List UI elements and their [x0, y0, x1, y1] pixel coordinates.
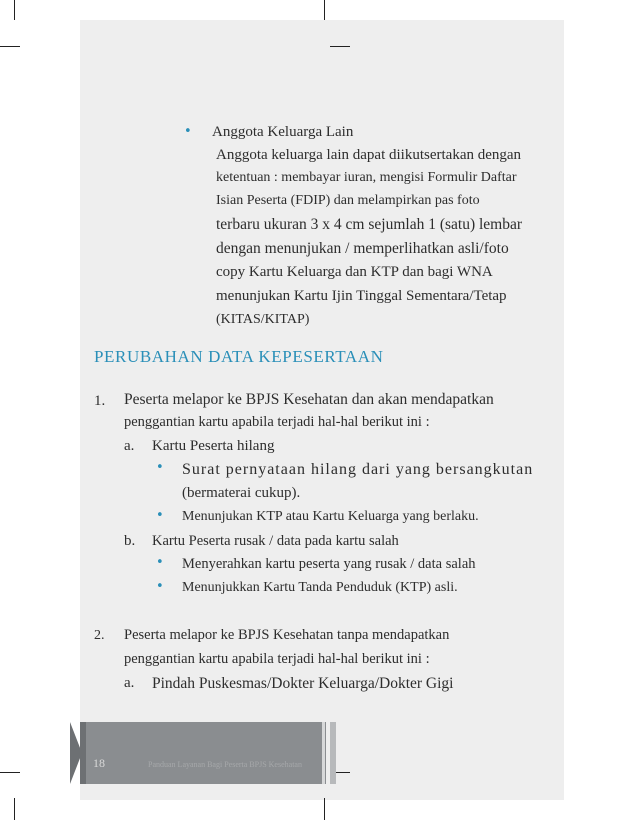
- intro-line: copy Kartu Keluarga dan KTP dan bagi WNA: [216, 264, 493, 280]
- crop-mark-bl-v: [14, 798, 15, 820]
- sub-item-letter: b.: [124, 533, 136, 549]
- footer-chevron-icon: [70, 722, 82, 784]
- sub-item-label: Kartu Peserta rusak / data pada kartu salah: [152, 533, 399, 549]
- bullet-text: Menunjukkan Kartu Tanda Penduduk (KTP) asli.: [182, 580, 458, 595]
- footer-text: Panduan Layanan Bagi Peserta BPJS Kesehatan: [148, 760, 302, 769]
- item-line: penggantian kartu apabila terjadi hal-hal berikut ini :: [124, 414, 430, 430]
- bullet-text: Menunjukan KTP atau Kartu Keluarga yang berlaku.: [182, 509, 479, 524]
- bullet-text: Menyerahkan kartu peserta yang rusak / data salah: [182, 556, 476, 572]
- crop-mark-br-v: [324, 798, 325, 820]
- crop-mark-tl-v: [14, 0, 15, 20]
- item-line: Peserta melapor ke BPJS Kesehatan tanpa mendapatkan: [124, 627, 450, 643]
- sub-item-label: Kartu Peserta hilang: [152, 438, 275, 454]
- bullet-text: Surat pernyataan hilang dari yang bersangkutan: [182, 461, 534, 478]
- bullet-title: Anggota Keluarga Lain: [212, 124, 354, 140]
- bullet-icon: •: [156, 579, 164, 594]
- section-heading: PERUBAHAN DATA KEPESERTAAN: [94, 347, 384, 366]
- bullet-icon: •: [156, 555, 164, 570]
- sub-item-label: Pindah Puskesmas/Dokter Keluarga/Dokter Gigi: [152, 675, 454, 692]
- item-number: 1.: [94, 393, 106, 409]
- crop-mark-tl-h: [0, 46, 20, 47]
- bullet-text: (bermaterai cukup).: [182, 485, 301, 501]
- intro-line: Isian Peserta (FDIP) dan melampirkan pas foto: [216, 193, 480, 208]
- intro-line: Anggota keluarga lain dapat diikutsertakan dengan: [216, 147, 522, 163]
- footer-stripe: [322, 722, 325, 784]
- sub-item-letter: a.: [124, 675, 135, 691]
- bullet-icon: •: [156, 460, 164, 475]
- intro-line: terbaru ukuran 3 x 4 cm sejumlah 1 (satu) lembar: [216, 216, 523, 233]
- item-line: penggantian kartu apabila terjadi hal-hal berikut ini :: [124, 651, 430, 667]
- crop-mark-tr-h: [330, 46, 350, 47]
- item-number: 2.: [94, 628, 105, 643]
- crop-mark-bl-h: [0, 772, 20, 773]
- bullet-icon: •: [156, 508, 164, 523]
- bullet-icon: •: [184, 124, 192, 139]
- crop-mark-tr-v: [324, 0, 325, 20]
- item-line: Peserta melapor ke BPJS Kesehatan dan akan mendapatkan: [124, 391, 494, 408]
- footer-stripe: [330, 722, 336, 784]
- intro-line: (KITAS/KITAP): [216, 312, 310, 327]
- sub-item-letter: a.: [124, 438, 135, 454]
- intro-line: ketentuan : membayar iuran, mengisi Formulir Daftar: [216, 170, 517, 185]
- page-number: 18: [93, 756, 105, 770]
- intro-line: dengan menunjukan / memperlihatkan asli/foto: [216, 240, 509, 257]
- footer-bar: [86, 722, 326, 784]
- intro-line: menunjukan Kartu Ijin Tinggal Sementara/Tetap: [216, 288, 507, 304]
